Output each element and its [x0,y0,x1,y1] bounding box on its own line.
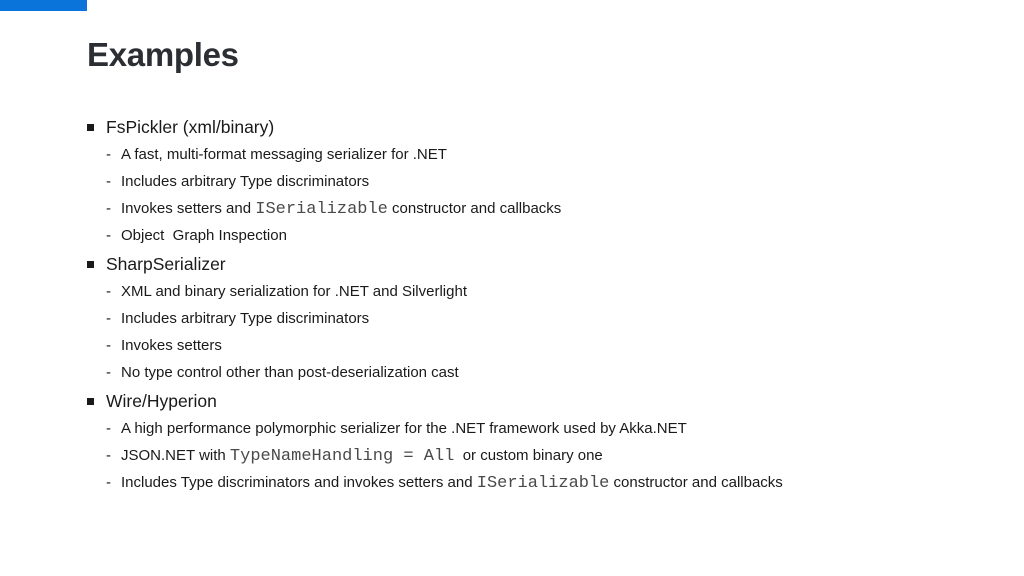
square-bullet-icon [87,261,94,268]
sub-bullet [87,469,987,496]
sub-bullet-text: A high performance polymorphic serializer for the .NET framework used by Akka.NET [121,420,687,437]
sub-bullet-text: Includes arbitrary Type discriminators [121,310,370,327]
dash-marker: - [106,474,111,491]
slide-content [87,114,987,496]
sub-bullet [87,305,987,332]
bullet-heading-text: SharpSerializer [106,254,226,274]
code-text: TypeNameHandling = All [229,447,455,466]
sub-bullet [87,442,987,469]
square-bullet-icon [87,124,94,131]
bullet-heading-text: FsPickler (xml/binary) [106,117,275,137]
dash-marker: - [106,447,111,464]
dash-marker: - [106,337,111,354]
slide-title: Examples [87,36,239,73]
square-bullet-icon [87,398,94,405]
code-text: ISerializable [476,474,610,493]
sub-bullet-text: No type control other than post-deserialization cast [121,364,459,381]
sub-bullet-text: Invokes setters [121,337,222,354]
sub-bullet [87,359,987,386]
sub-bullet-text: Includes arbitrary Type discriminators [121,173,370,190]
sub-bullet [87,195,987,222]
sub-bullet-text: or custom binary one [454,447,603,464]
sub-bullet-text: XML and binary serialization for .NET and Silverlight [121,283,467,300]
bullet-heading-text: Wire/Hyperion [106,391,217,411]
sub-bullet-text: A fast, multi-format messaging serializer for .NET [121,146,447,163]
bullet-heading [87,388,987,415]
dash-marker: - [106,146,111,163]
accent-bar [0,0,87,11]
sub-bullet-text: Object Graph Inspection [121,227,287,244]
sub-bullet-text: Includes Type discriminators and invokes setters and [121,474,477,491]
sub-bullet-text: JSON.NET with [121,447,230,464]
sub-bullet [87,222,987,249]
dash-marker: - [106,283,111,300]
sub-bullet-text: constructor and callbacks [609,474,783,491]
sub-bullet-text: Invokes setters and [121,200,256,217]
bullet-heading [87,114,987,141]
dash-marker: - [106,227,111,244]
sub-bullet-text: constructor and callbacks [387,200,562,217]
dash-marker: - [106,420,111,437]
sub-bullet [87,141,987,168]
sub-bullet [87,415,987,442]
code-text: ISerializable [255,200,388,219]
bullet-heading [87,251,987,278]
dash-marker: - [106,173,111,190]
dash-marker: - [106,364,111,381]
dash-marker: - [106,310,111,327]
sub-bullet [87,168,987,195]
sub-bullet [87,278,987,305]
dash-marker: - [106,200,111,217]
sub-bullet [87,332,987,359]
